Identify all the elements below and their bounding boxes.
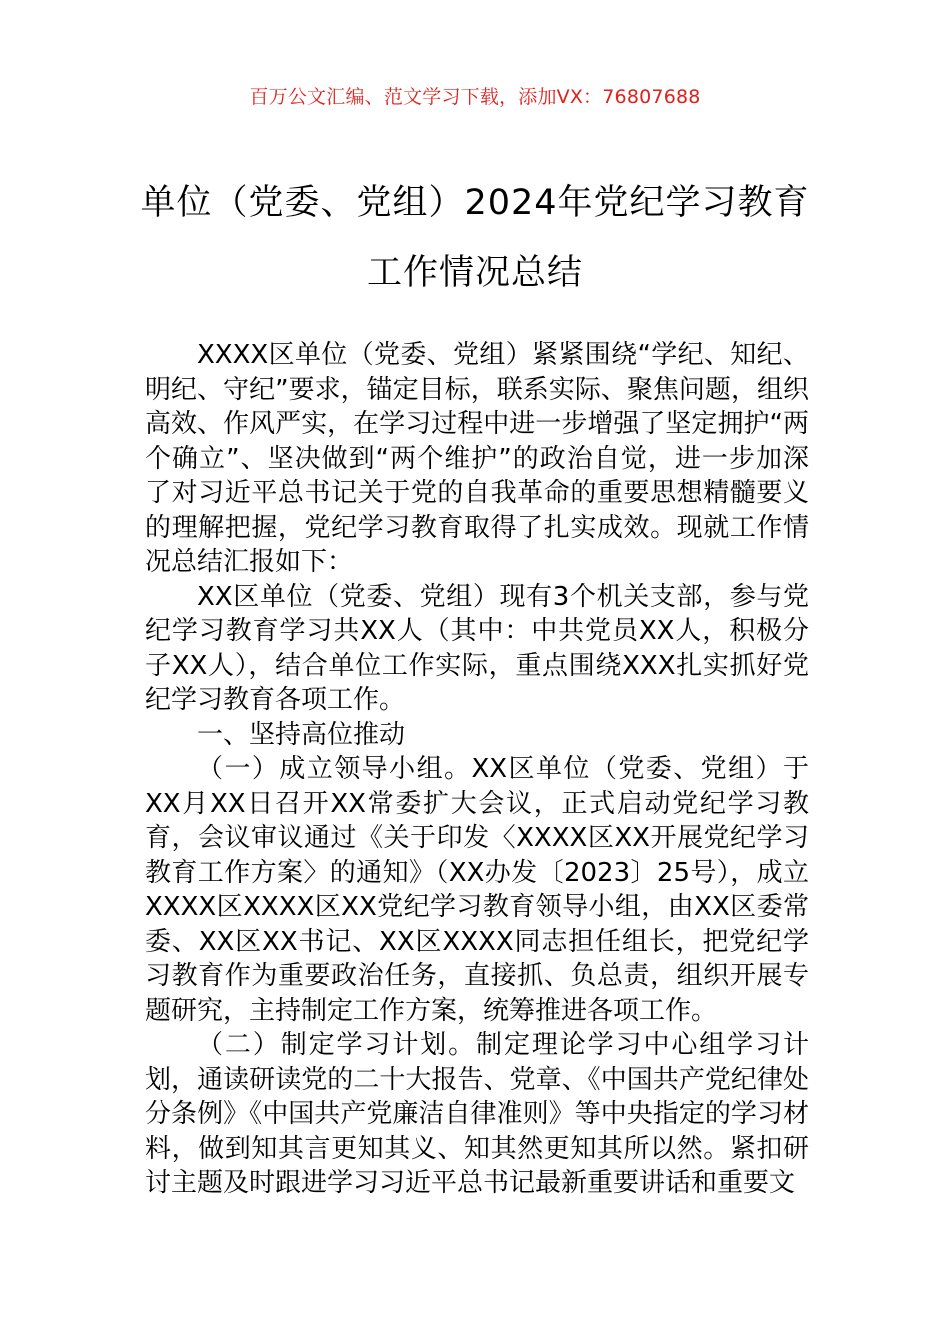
document-title bbox=[120, 168, 830, 308]
intro-paragraph: XXXX区单位（党委、党组）紧紧围绕“学纪、知纪、明纪、守纪”要求，锚定目标，联系实际、聚焦问题，组织高效、作风严实，在学习过程中进一步增强了坚定拥护“两个确立”、坚决做到“两个维护”的政治自觉，进一步加深了对习近平总书记关于党的自我革命的重要思想精髓要义的理解把握，党纪学习教育取得了扎实成效。现就工作情况总结汇报如下： bbox=[145, 340, 809, 577]
subsection-2-paragraph: （二）制定学习计划。制定理论学习中心组学习计划，通读研读党的二十大报告、党章、《中国共产党纪律处分条例》《中国共产党廉洁自律准则》等中央指定的学习材料，做到知其言更知其义、知其然更知其所以然。紧扣研讨主题及时跟进学习习近平总书记最新重要讲话和重要文 bbox=[145, 1030, 809, 1198]
section-heading-1: 一、坚持高位推动 bbox=[197, 719, 406, 750]
header-watermark-note: 百万公文汇编、范文学习下载，添加VX：76807688 bbox=[249, 86, 701, 108]
title-line-1: 单位（党委、党组）2024年党纪学习教育 bbox=[140, 183, 810, 223]
document-body bbox=[145, 338, 809, 1201]
title-line-2: 工作情况总结 bbox=[366, 253, 583, 293]
overview-paragraph: XX区单位（党委、党组）现有3个机关支部，参与党纪学习教育学习共XX人（其中：中共党员XX人，积极分子XX人），结合单位工作实际，重点围绕XXX扎实抓好党纪学习教育各项工作。 bbox=[145, 581, 809, 715]
subsection-1-paragraph: （一）成立领导小组。XX区单位（党委、党组）于XX月XX日召开XX常委扩大会议，正式启动党纪学习教育，会议审议通过《关于印发〈XXXX区XX开展党纪学习教育工作方案〉的通知》（XX办发〔2023〕25号），成立XXXX区XXXX区XX党纪学习教育领导小组，由XX区委常委、XX区XX书记、XX区XXXX同志担任组长，把党纪学习教育作为重要政治任务，直接抓、负总责，组织开展专题研究，主持制定工作方案，统筹推进各项工作。 bbox=[145, 754, 809, 1026]
